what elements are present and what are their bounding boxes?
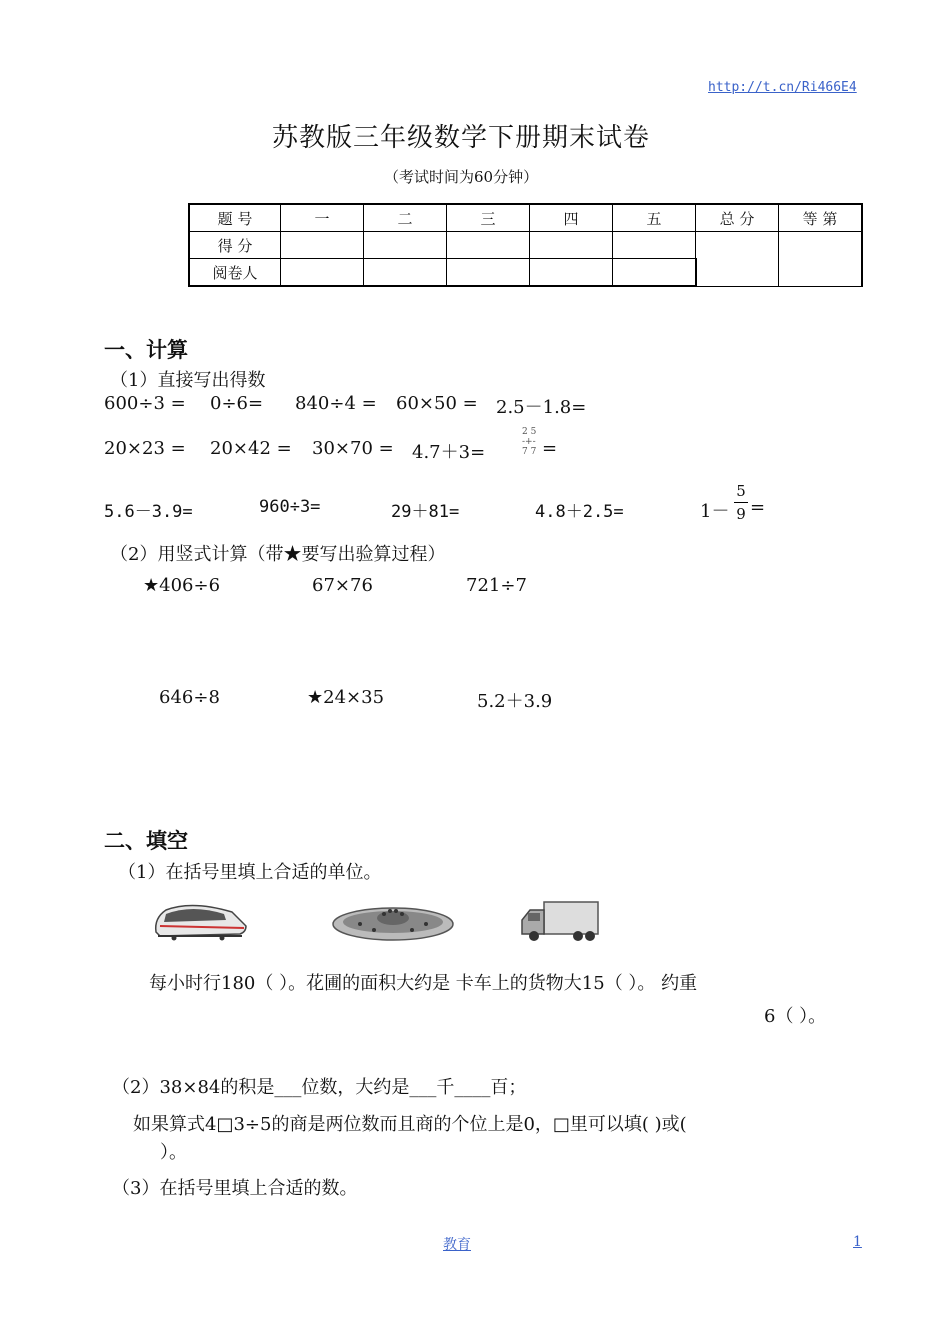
fraction-five-ninths xyxy=(734,482,748,523)
header-link[interactable]: http://t.cn/Ri466E4 xyxy=(708,80,857,95)
score-row-label: 阅卷人 xyxy=(189,259,281,287)
score-cell xyxy=(281,232,364,259)
calc-lead: 1－ xyxy=(700,501,730,522)
question-label: （2）用竖式计算（带★要写出验算过程） xyxy=(110,544,446,565)
question-label: （1）在括号里填上合适的单位。 xyxy=(118,862,382,883)
fraction-top: 2 5 xyxy=(522,427,537,437)
calc-equals: = xyxy=(750,497,766,518)
score-cell xyxy=(281,259,364,287)
score-header-cell: 总 分 xyxy=(696,204,779,232)
fraction-bar xyxy=(734,502,748,503)
score-cell xyxy=(364,232,447,259)
score-header-cell: 四 xyxy=(530,204,613,232)
score-row-label: 得 分 xyxy=(189,232,281,259)
flower-garden-icon xyxy=(330,898,456,944)
calc-item: 4.7＋3= xyxy=(412,442,486,463)
high-speed-train-icon xyxy=(152,896,248,946)
question-label: （1）直接写出得数 xyxy=(110,370,266,391)
cargo-truck-icon xyxy=(518,896,602,946)
calc-item: 29＋81= xyxy=(391,502,460,522)
fill-in-text: 每小时行180（ ）。花圃的面积大约是 卡车上的货物大15（ ）。 约重 xyxy=(149,973,698,994)
score-header-cell: 二 xyxy=(364,204,447,232)
calc-item: 60×50 = xyxy=(396,393,478,414)
footer-link[interactable]: 教育 xyxy=(443,1237,471,1253)
fraction-numerator: 5 xyxy=(736,482,746,500)
question-label: （2）38×84的积是___位数，大约是___千____百； xyxy=(112,1077,527,1098)
score-cell xyxy=(447,232,530,259)
vertical-calc-item: 646÷8 xyxy=(159,687,220,708)
fraction-denominator: 9 xyxy=(736,505,746,523)
question-text: ）。 xyxy=(160,1142,187,1163)
score-cell xyxy=(530,259,613,287)
score-cell xyxy=(696,232,779,287)
calc-item: 840÷4 = xyxy=(295,393,377,414)
score-cell xyxy=(613,232,696,259)
calc-item: 5.6－3.9= xyxy=(104,502,193,522)
section-heading: 一、计算 xyxy=(104,338,188,362)
calc-item: 20×23 = xyxy=(104,438,186,459)
score-cell xyxy=(530,232,613,259)
score-cell xyxy=(447,259,530,287)
calc-item: 0÷6= xyxy=(210,393,264,414)
fraction-bottom: 7 7 xyxy=(522,447,537,457)
vertical-calc-item: 67×76 xyxy=(312,575,373,596)
fill-in-text: 6（ ）。 xyxy=(764,1006,827,1027)
question-label: （3）在括号里填上合适的数。 xyxy=(112,1178,358,1199)
question-text: 如果算式4□3÷5的商是两位数而且商的个位上是0，□里可以填( )或( xyxy=(133,1114,687,1135)
calc-equals: = xyxy=(542,438,558,459)
score-table-header-row xyxy=(189,204,862,232)
vertical-calc-item: 721÷7 xyxy=(466,575,527,596)
score-table-row xyxy=(189,232,862,259)
page-subtitle: （考试时间为60分钟） xyxy=(384,168,539,186)
vertical-calc-item: 5.2＋3.9 xyxy=(477,691,553,712)
section-heading: 二、填空 xyxy=(104,829,188,853)
score-header-cell: 等 第 xyxy=(779,204,863,232)
calc-item: 4.8＋2.5= xyxy=(535,502,624,522)
vertical-calc-item: ★24×35 xyxy=(307,687,385,708)
fraction-middle: -+- xyxy=(522,437,536,447)
score-table xyxy=(188,203,863,287)
score-cell xyxy=(779,232,863,287)
score-header-cell: 三 xyxy=(447,204,530,232)
calc-item: 600÷3 = xyxy=(104,393,186,414)
fraction-sum-image xyxy=(522,427,536,457)
calc-item: 2.5－1.8= xyxy=(496,397,587,418)
calc-item: 20×42 = xyxy=(210,438,292,459)
vertical-calc-item: ★406÷6 xyxy=(143,575,221,596)
score-header-cell: 五 xyxy=(613,204,696,232)
score-cell xyxy=(613,259,696,287)
score-header-cell: 题 号 xyxy=(189,204,281,232)
calc-item: 30×70 = xyxy=(312,438,394,459)
calc-item: 960÷3= xyxy=(259,497,321,517)
score-header-cell: 一 xyxy=(281,204,364,232)
page-number[interactable]: 1 xyxy=(853,1234,862,1250)
score-cell xyxy=(364,259,447,287)
page-title: 苏教版三年级数学下册期末试卷 xyxy=(272,123,651,153)
